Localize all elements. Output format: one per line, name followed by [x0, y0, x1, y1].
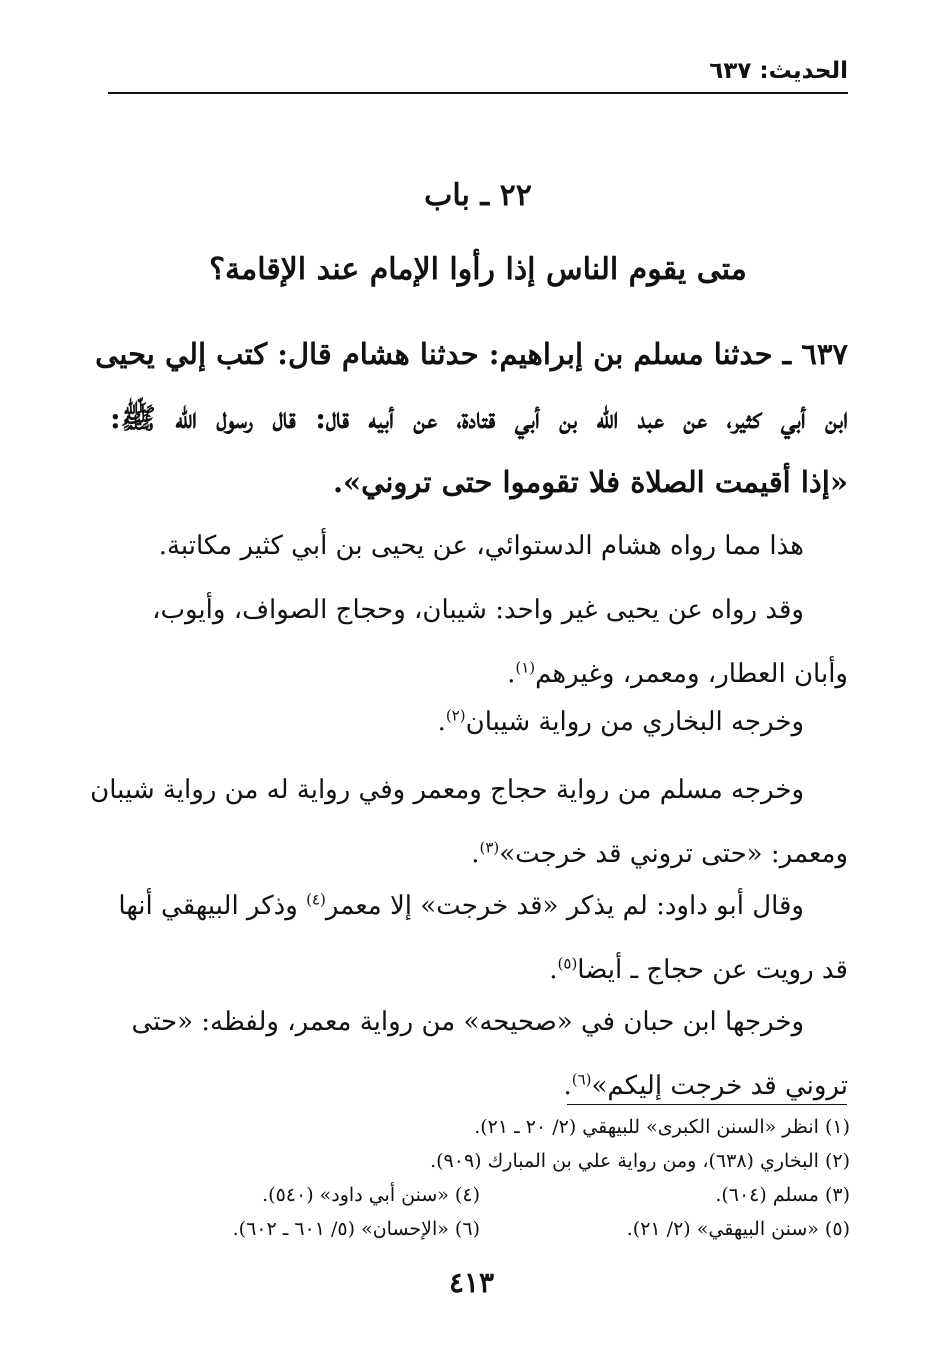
hadith-line-1: ٦٣٧ ـ حدثنا مسلم بن إبراهيم: حدثنا هشام قال: كتب إلي يحيى — [95, 337, 848, 371]
paragraph-2 — [110, 578, 848, 706]
footnote-divider — [567, 1104, 847, 1105]
footnote-row — [110, 1212, 850, 1246]
footnote-1: (١) انظر «السنن الكبرى» للبيهقي (٢/ ٢٠ ـ ٢١). — [474, 1116, 850, 1138]
footnotes — [110, 1110, 850, 1246]
paragraph-line: وخرجه مسلم من رواية حجاج ومعمر وفي رواية له من رواية شيبان — [90, 775, 804, 805]
footnote-4: (٤) «سنن أبي داود» (٥٤٠). — [262, 1184, 480, 1206]
page-number: ٤١٣ — [448, 1266, 495, 1299]
hadith-line-2: ابن أبي كثير، عن عبد الله بن أبي قتادة، عن أبيه قال: قال رسول الله ﷺ: — [110, 401, 848, 435]
footnote-ref[interactable]: (٤) — [306, 890, 326, 909]
paragraph-tail: . — [549, 955, 558, 985]
footnote-row — [110, 1178, 850, 1212]
paragraph-text: وأبان العطار، ومعمر، وغيرهم — [535, 659, 848, 689]
footnote-ref[interactable]: (١) — [515, 658, 536, 677]
paragraph-5 — [110, 874, 848, 1002]
running-header — [108, 58, 848, 94]
hadith-text — [95, 322, 848, 514]
paragraph-line — [110, 1054, 848, 1118]
footnote-ref[interactable]: (٦) — [571, 1070, 592, 1089]
paragraph-4 — [90, 758, 848, 886]
footnote-ref[interactable]: (٥) — [557, 954, 578, 973]
paragraph-3 — [110, 690, 848, 754]
paragraph-text: وخرجه البخاري من رواية شيبان — [465, 707, 804, 737]
paragraph-text: وقال أبو داود: لم يذكر «قد خرجت» إلا معمر — [325, 891, 804, 921]
paragraph-text: وذكر البيهقي أنها — [118, 891, 307, 921]
footnote-6: (٦) «الإحسان» (٥/ ٦٠١ ـ ٦٠٢). — [232, 1218, 480, 1240]
paragraph-line: وقد رواه عن يحيى غير واحد: شيبان، وحجاج الصواف، وأيوب، — [152, 595, 804, 625]
hadith-line-3: «إذا أقيمت الصلاة فلا تقوموا حتى تروني». — [332, 465, 848, 499]
running-title: الحديث: ٦٣٧ — [709, 58, 848, 84]
paragraph-line: وخرجها ابن حبان في «صحيحه» من رواية معمر، ولفظه: «حتى — [131, 1007, 804, 1037]
paragraph-text: قد رويت عن حجاج ـ أيضا — [577, 955, 848, 985]
paragraph-line — [110, 690, 848, 754]
footnote-ref[interactable]: (٢) — [445, 706, 466, 725]
footnote-5: (٥) «سنن البيهقي» (٢/ ٢١). — [626, 1218, 850, 1240]
paragraph-tail: . — [471, 839, 480, 869]
paragraph-1 — [110, 514, 848, 578]
paragraph-6 — [110, 990, 848, 1118]
chapter-number: ٢٢ ـ باب — [424, 178, 532, 213]
paragraph-text: ومعمر: «حتى تروني قد خرجت» — [499, 839, 848, 869]
paragraph-tail: . — [437, 707, 446, 737]
footnote-2: (٢) البخاري (٦٣٨)، ومن رواية علي بن المبارك (٩٠٩). — [430, 1150, 850, 1172]
footnote-ref[interactable]: (٣) — [479, 838, 500, 857]
chapter-title: متى يقوم الناس إذا رأوا الإمام عند الإقامة؟ — [209, 252, 747, 287]
paragraph-text: تروني قد خرجت إليكم» — [591, 1071, 848, 1101]
paragraph-tail: . — [507, 659, 516, 689]
paragraph-line: هذا مما رواه هشام الدستوائي، عن يحيى بن أبي كثير مكاتبة. — [158, 531, 804, 561]
paragraph-tail: . — [563, 1071, 572, 1101]
footnote-3: (٣) مسلم (٦٠٤). — [715, 1184, 850, 1206]
paragraph-line — [110, 874, 848, 938]
